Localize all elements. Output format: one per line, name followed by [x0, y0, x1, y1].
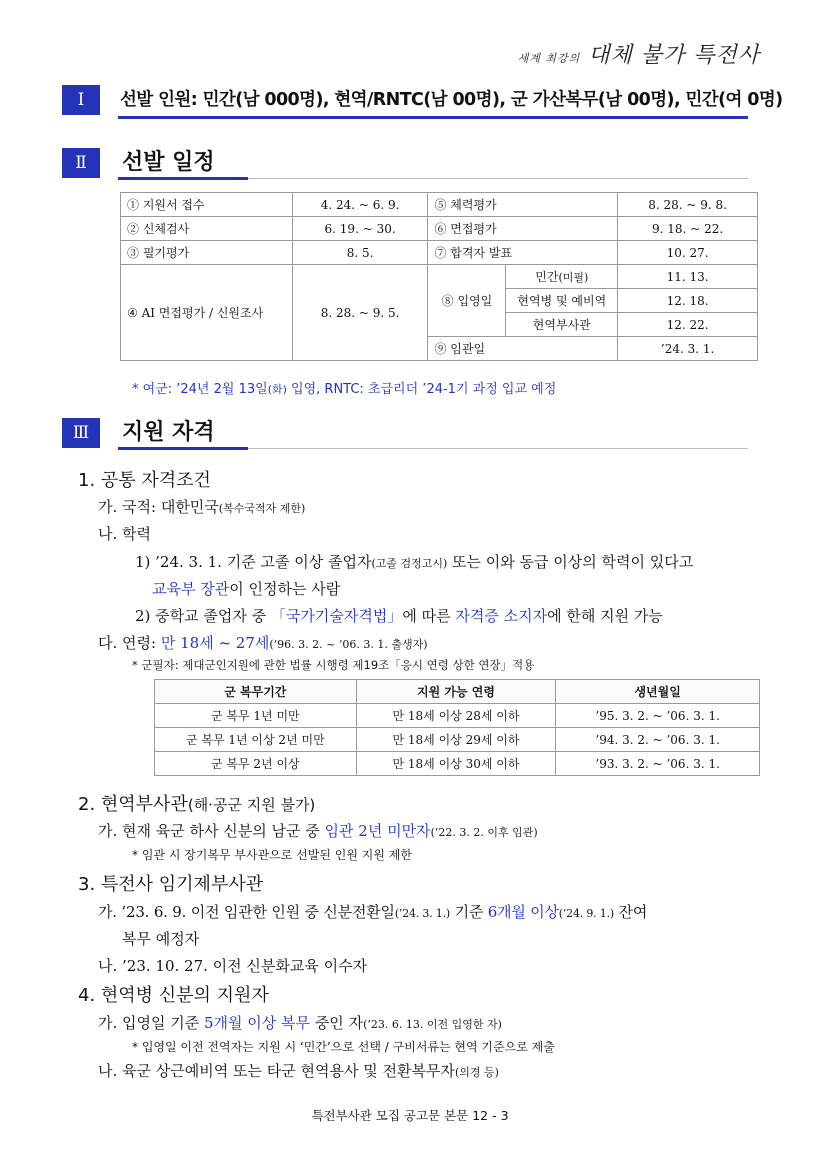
table-row: [121, 265, 758, 289]
q1-na2-blue2: 자격증 소지자: [455, 607, 548, 625]
table-cell: ’94. 3. 2. ~ ’06. 3. 1.: [556, 728, 760, 752]
q1-na1-c-blue: 교육부 장관: [152, 580, 230, 598]
section-3-underline: [118, 447, 248, 450]
table-cell: ’95. 3. 2. ~ ’06. 3. 1.: [556, 704, 760, 728]
schedule-cell: ⑧ 입영일: [428, 265, 506, 337]
q1-na2-blue1: 「국가기술자격법」: [270, 607, 403, 625]
q4-ga: [98, 1012, 502, 1033]
table-row: [155, 728, 760, 752]
q2-title-sub: (해·공군 지원 불가): [187, 796, 316, 814]
q4-na: [98, 1060, 499, 1081]
q3-ga: [98, 901, 647, 922]
q1-na1-b: 또는 이와 동급 이상의 학력이 있다고: [447, 553, 694, 571]
q4-na-sub: (의경 등): [454, 1066, 499, 1079]
column-header: 지원 가능 연령: [356, 680, 556, 704]
note-sub: (화): [267, 383, 287, 396]
q1-da-sub: (’96. 3. 2. ~ ’06. 3. 1. 출생자): [269, 638, 428, 651]
table-cell: 군 복무 1년 미만: [155, 704, 357, 728]
q1-da-blue: 만 18세 ~ 27세: [160, 634, 270, 652]
schedule-cell: ⑤ 체력평가: [428, 193, 618, 217]
logo: [518, 38, 760, 69]
q3-ga-c: 잔여: [613, 903, 648, 921]
q1-na2-b: 에 따른: [402, 607, 456, 625]
table-cell: 만 18세 이상 30세 이하: [356, 752, 556, 776]
q1-ga-sub: (복수국적자 제한): [218, 502, 306, 515]
section-1-number: Ⅰ: [62, 85, 100, 115]
q1-na2-a: 2) 중학교 졸업자 중: [135, 607, 271, 625]
table-row: [155, 704, 760, 728]
q1-education-2: [135, 605, 663, 626]
schedule-cell: ⑦ 합격자 발표: [428, 241, 618, 265]
q3-ga-a: 가. ’23. 6. 9. 이전 임관한 인원 중 신분전환일: [98, 903, 395, 921]
table-row: [155, 752, 760, 776]
q4-na-a: 나. 육군 상근예비역 또는 타군 현역용사 및 전환복무자: [98, 1062, 455, 1080]
logo-line2: 대체 불가 특전사: [588, 43, 760, 68]
q3-ga-b: 기준: [450, 903, 488, 921]
schedule-cell: ’24. 3. 1.: [618, 337, 758, 361]
schedule-cell: ③ 필기평가: [121, 241, 293, 265]
note-text: * 여군: ’24년 2월 13일: [132, 382, 268, 397]
table-cell: ’93. 3. 2. ~ ’06. 3. 1.: [556, 752, 760, 776]
schedule-cell: 6. 19. ~ 30.: [292, 217, 428, 241]
table-row: [121, 193, 758, 217]
q1-na1-a: 1) ’24. 3. 1. 기준 고졸 이상 졸업자: [135, 553, 372, 571]
table-cell: 만 18세 이상 29세 이하: [356, 728, 556, 752]
q3-ga-blue: 6개월 이상: [487, 903, 559, 921]
q1-da-a: 다. 연령:: [98, 634, 161, 652]
q3-ga-cont: 복무 예정자: [122, 930, 200, 948]
schedule-cell: 10. 27.: [618, 241, 758, 265]
schedule-cell: 4. 24. ~ 6. 9.: [292, 193, 428, 217]
q2-heading: [78, 790, 315, 816]
q1-education-1: [135, 551, 693, 572]
q3-na: 나. ’23. 10. 27. 이전 신분화교육 이수자: [98, 957, 368, 975]
schedule-cell: 9. 18. ~ 22.: [618, 217, 758, 241]
schedule-cell: 현역병 및 예비역: [506, 289, 618, 313]
schedule-cell: 8. 28. ~ 9. 8.: [618, 193, 758, 217]
schedule-table: [120, 192, 758, 361]
section-2-title: 선발 일정: [122, 150, 215, 175]
q3-ga-sub2: (’24. 9. 1.): [558, 907, 614, 920]
section-1-underline: [118, 116, 748, 119]
q4-ga-a: 가. 입영일 기준: [98, 1014, 205, 1032]
q2-ga-blue: 임관 2년 미만자: [324, 822, 431, 840]
q1-age: [98, 632, 428, 653]
q4-note: * 입영일 이전 전역자는 지원 시 ‘민간’으로 선택 / 구비서류는 현역 기준으로 제출: [132, 1040, 555, 1054]
q2-ga-a: 가. 현재 육군 하사 신분의 남군 중: [98, 822, 325, 840]
schedule-cell: ⑥ 면접평가: [428, 217, 618, 241]
q1-education-1-cont: [152, 578, 340, 599]
q2-ga: [98, 820, 538, 841]
service-age-table: [154, 679, 760, 776]
q1-na1-sub: (고졸 검정고시): [371, 557, 448, 570]
table-cell: 만 18세 이상 28세 이하: [356, 704, 556, 728]
section-3-rule: [248, 448, 748, 449]
section-1-title: 선발 인원: 민간(남 000명), 현역/RNTC(남 00명), 군 가산복무(남 00명), 민간(여 0명): [120, 90, 783, 110]
schedule-cell: 8. 5.: [292, 241, 428, 265]
q2-title: 2. 현역부사관: [78, 794, 188, 815]
q2-note: * 임관 시 장기복무 부사관으로 선발된 인원 지원 제한: [132, 848, 412, 862]
section-2-rule: [248, 178, 748, 179]
table-cell: 군 복무 1년 이상 2년 미만: [155, 728, 357, 752]
q4-ga-blue: 5개월 이상 복무: [204, 1014, 311, 1032]
column-header: 군 복무기간: [155, 680, 357, 704]
q1-heading: 1. 공통 자격조건: [78, 470, 211, 491]
column-header: 생년월일: [556, 680, 760, 704]
schedule-cell: ④ AI 면접평가 / 신원조사: [121, 265, 293, 361]
schedule-cell: ② 신체검사: [121, 217, 293, 241]
civilian-label: 민간: [535, 270, 559, 284]
note-tail: 입영, RNTC: 초급리더 ’24-1기 과정 입교 예정: [286, 382, 557, 397]
section-3-title: 지원 자격: [122, 420, 215, 445]
q1-age-note: * 군필자: 제대군인지원에 관한 법률 시행령 제19조「응시 연령 상한 연장」적용: [132, 658, 535, 672]
q4-ga-b: 중인 자: [310, 1014, 364, 1032]
section-2-underline: [118, 177, 248, 180]
q1-nationality: [98, 496, 305, 517]
schedule-cell: ① 지원서 접수: [121, 193, 293, 217]
q4-ga-sub: (’23. 6. 13. 이전 입영한 자): [363, 1018, 502, 1031]
q3-heading: 3. 특전사 임기제부사관: [78, 874, 264, 895]
q2-ga-sub: (’22. 3. 2. 이후 임관): [430, 826, 538, 839]
q1-education: 나. 학력: [98, 525, 152, 543]
table-row: [121, 241, 758, 265]
schedule-cell: 현역부사관: [506, 313, 618, 337]
schedule-cell: [506, 265, 618, 289]
q3-ga-sub1: (’24. 3. 1.): [394, 907, 450, 920]
schedule-cell: 11. 13.: [618, 265, 758, 289]
q1-na1-c: 이 인정하는 사람: [229, 580, 341, 598]
logo-line1: 세계 최강의: [517, 52, 581, 65]
table-cell: 군 복무 2년 이상: [155, 752, 357, 776]
page-footer: 특전부사관 모집 공고문 본문 12 - 3: [311, 1108, 509, 1123]
schedule-cell: 8. 28. ~ 9. 5.: [292, 265, 428, 361]
q4-heading: 4. 현역병 신분의 지원자: [78, 985, 269, 1006]
schedule-cell: 12. 18.: [618, 289, 758, 313]
section-2-number: Ⅱ: [62, 148, 100, 178]
table-row: [121, 217, 758, 241]
table-header-row: [155, 680, 760, 704]
section-3-number: Ⅲ: [62, 418, 100, 448]
civilian-sub: (미필): [558, 271, 589, 284]
schedule-note: [132, 378, 556, 397]
q1-na2-c: 에 한해 지원 가능: [547, 607, 663, 625]
q1-ga: 가. 국적: 대한민국: [98, 498, 219, 516]
schedule-cell: 12. 22.: [618, 313, 758, 337]
schedule-cell: ⑨ 임관일: [428, 337, 618, 361]
